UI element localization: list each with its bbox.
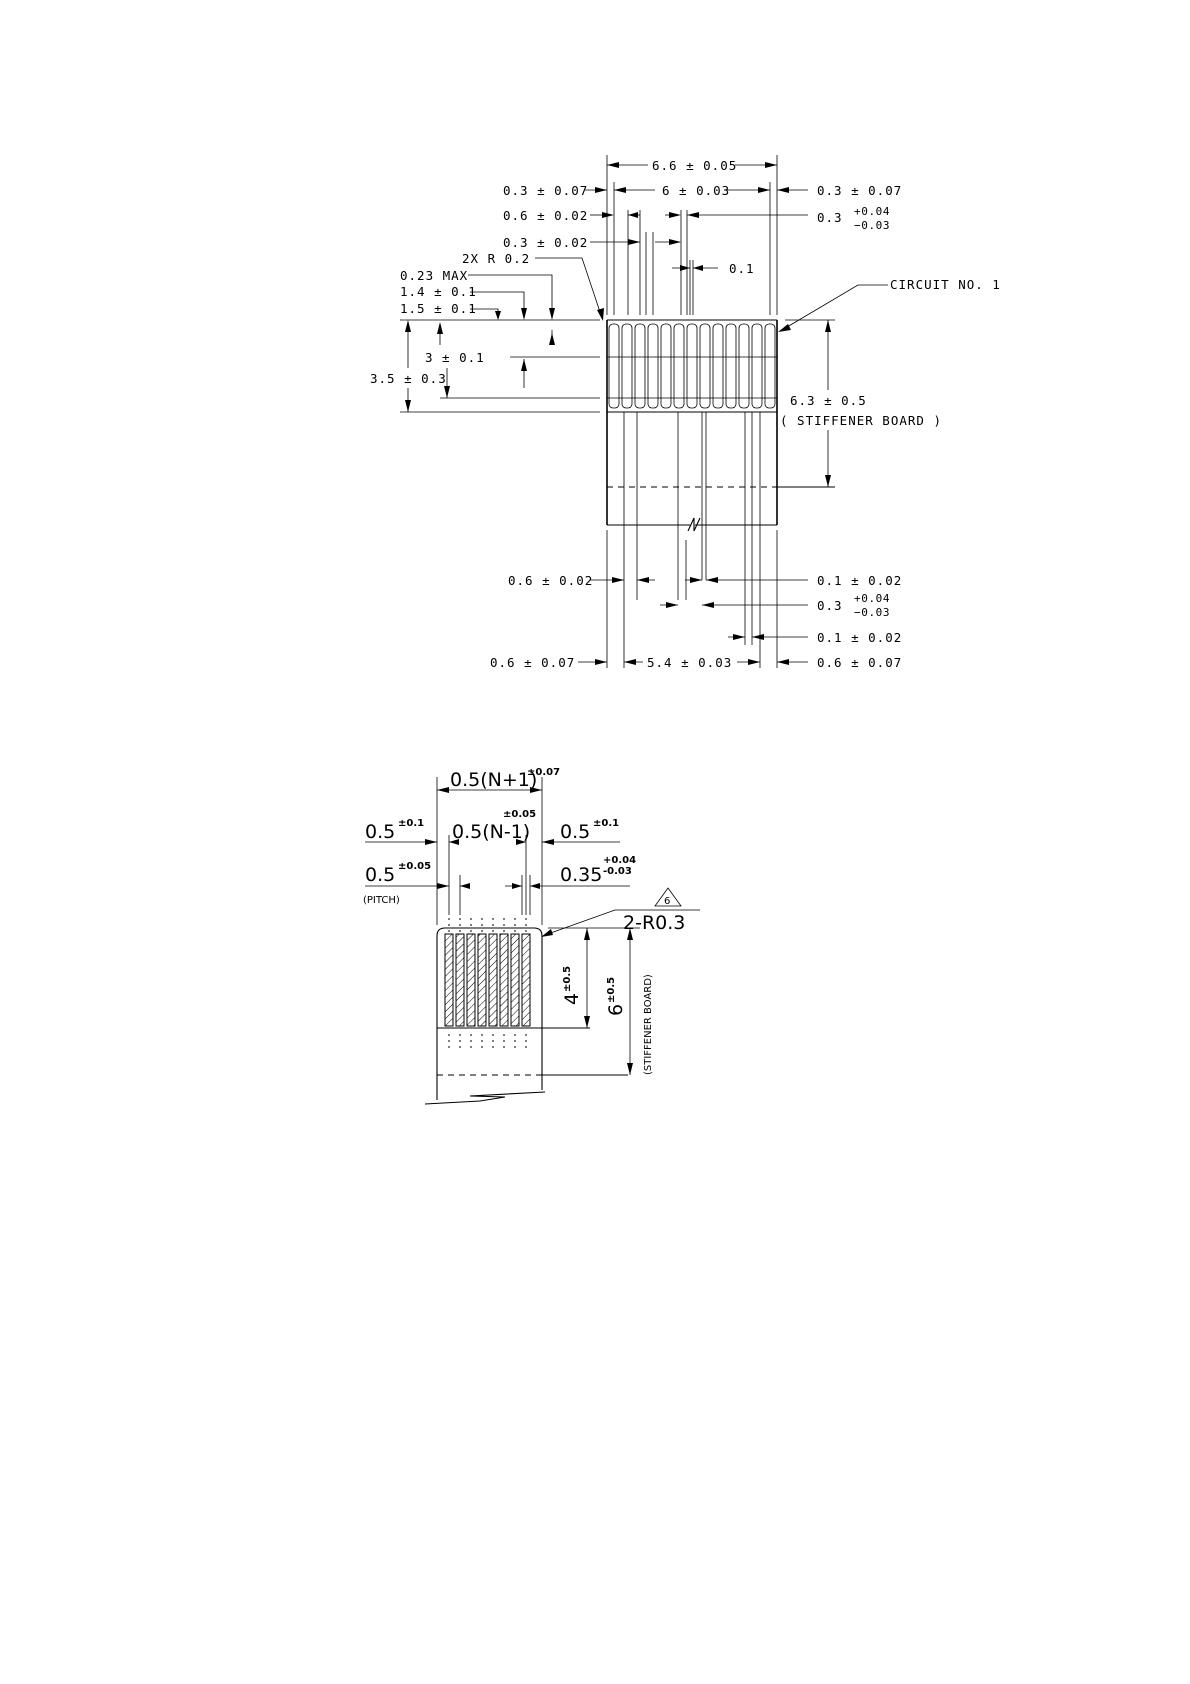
dim-right-margin-top: 0.3 ± 0.07 [817,183,903,198]
dim-span-tol: ±0.05 [503,809,537,820]
stiffener-board-label-2: (STIFFENER BOARD) [643,974,654,1075]
dim-pad-width-plus: +0.04 [603,855,637,866]
dim-3-5: 3.5 ± 0.3 [370,371,447,386]
dim-stiffener: 6.3 ± 0.5 [790,393,867,408]
dim-pad-width-bottom-plus: +0.04 [854,592,891,605]
stiffener-board-label: ( STIFFENER BOARD ) [780,413,942,428]
dim-corner-radius-2: 2-R0.3 [623,912,686,934]
dim-pad-width: 0.35 [560,864,603,886]
dim-corner-radius: 2X R 0.2 [462,251,531,266]
dim-stiffener-group [605,977,627,1016]
dim-max-depth: 0.23 MAX [400,268,469,283]
stiffener-label-group [643,974,654,1075]
revision-marker: 6 [664,896,671,907]
dim-left-margin-top: 0.3 ± 0.07 [503,183,589,198]
dim-pad-width-top: 0.3 [817,210,843,225]
dim-total-width: 0.5(N+1) [450,769,538,791]
dim-left-margin-bottom: 0.6 ± 0.07 [490,655,576,670]
dim-inner-width: 6 ± 0.03 [662,183,731,198]
dim-depth-group [561,966,583,1005]
dim-right-margin: 0.5 [560,821,591,843]
dim-1-5: 1.5 ± 0.1 [400,301,477,316]
dim-stiffener-6-tol: ±0.5 [606,976,617,1003]
circuit-no-label: CIRCUIT NO. 1 [890,277,1001,292]
fpc-drawing-pitch-view [363,767,700,1104]
dim-pitch-bottom: 0.6 ± 0.02 [508,573,594,588]
dim-pad-width-bottom-minus: −0.03 [854,606,891,619]
dim-overall-width: 6.6 ± 0.05 [652,158,738,173]
dim-left-margin: 0.5 [365,821,396,843]
dim-left-margin-tol: ±0.1 [398,818,425,829]
dim-depth-tol: ±0.5 [562,965,573,992]
fpc-drawing-top-view [370,155,1001,670]
dim-pad-width-top-minus: −0.03 [854,219,891,232]
dim-right-margin-tol: ±0.1 [593,818,620,829]
dim-inner-width-bottom: 5.4 ± 0.03 [647,655,733,670]
dim-span: 0.5(N-1) [452,821,531,843]
dim-pitch-tol: ±0.05 [398,861,432,872]
dim-right-margin-bottom: 0.6 ± 0.07 [817,655,903,670]
dim-stiffener-6: 6 [605,1003,627,1016]
contact-fingers [607,324,777,408]
dim-3: 3 ± 0.1 [425,350,485,365]
dim-trace-width-2: 0.1 ± 0.02 [817,630,903,645]
dim-depth: 4 [561,992,583,1005]
hatched-pads [445,934,530,1026]
dim-pitch-top: 0.6 ± 0.02 [503,208,589,223]
dim-pitch: 0.5 [365,864,396,886]
dim-1-4: 1.4 ± 0.1 [400,284,477,299]
dim-total-width-tol: ±0.07 [527,767,561,778]
dim-slot-width: 0.1 [729,261,755,276]
dim-pad-width-small: 0.3 ± 0.02 [503,235,589,250]
dim-pad-width-minus: -0.03 [603,866,632,877]
dim-trace-width-1: 0.1 ± 0.02 [817,573,903,588]
dim-pad-width-top-plus: +0.04 [854,205,891,218]
dim-pad-width-bottom: 0.3 [817,598,843,613]
pitch-label: (PITCH) [363,895,400,906]
